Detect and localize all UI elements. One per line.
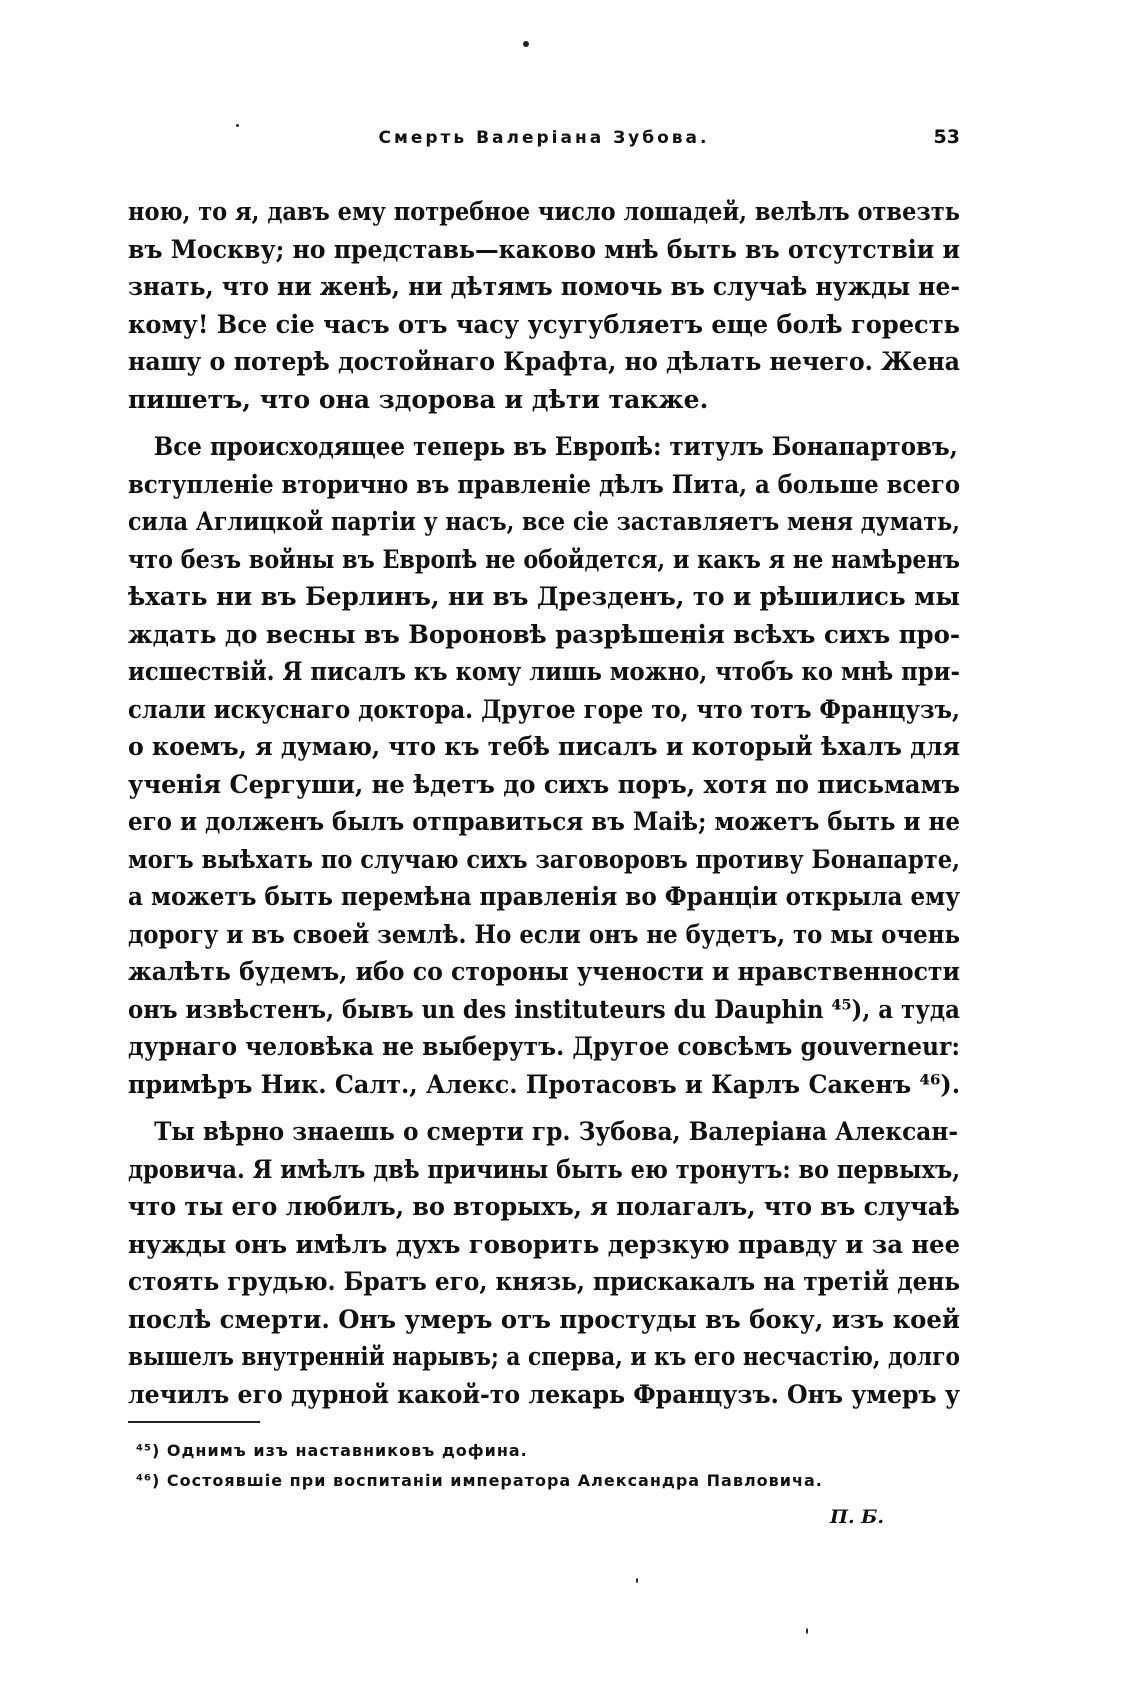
text-line: Все происходящее теперь въ Европѣ: титулъ Бонапартовъ, — [153, 432, 958, 461]
text-line: дорогу и въ своей землѣ. Но если онъ не будетъ, то мы очень — [128, 919, 961, 949]
text-line: жалѣть будемъ, ибо со стороны учености и нравственности — [128, 957, 961, 986]
editor-signature: П. Б. — [830, 1506, 885, 1528]
page-header — [128, 120, 960, 160]
paragraph-2 — [128, 428, 960, 1103]
page-number: 53 — [933, 126, 960, 148]
text-line: Ты вѣрно знаешь о смерти гр. Зубова, Валеріана Алексан- — [154, 1117, 959, 1146]
text-line: ною, то я, давъ ему потребное число лошадей, велѣлъ отвезть — [128, 197, 960, 226]
text-line: ѣхать ни въ Берлинъ, ни въ Дрезденъ, то и рѣшились мы — [128, 582, 960, 611]
running-title: Смерть Валеріана Зубова. — [378, 128, 710, 148]
text-line: нашу о потерѣ достойнаго Крафта, но дѣлать нечего. Жена — [128, 347, 961, 376]
text-line: примѣръ Ник. Салт., Алекс. Протасовъ и Карлъ Сакенъ ⁴⁶). — [128, 1069, 961, 1099]
text-line: послѣ смерти. Онъ умеръ отъ простуды въ боку, изъ коей — [128, 1304, 960, 1334]
main-text — [128, 193, 960, 1413]
text-line: нужды онъ имѣлъ духъ говорить дерзкую правду и за нее — [128, 1229, 961, 1259]
paragraph-3 — [128, 1113, 960, 1413]
text-line: а можетъ быть перемѣна правленія во Франціи открыла ему — [128, 882, 961, 911]
text-line: о коемъ, я думаю, что къ тебѣ писалъ и который ѣхалъ для — [128, 732, 961, 761]
text-line: его и долженъ былъ отправиться въ Маіѣ; можетъ быть и не — [128, 807, 960, 836]
text-line: ученія Сергуши, не ѣдетъ до сихъ поръ, хотя по письмамъ — [128, 769, 960, 799]
text-line: что безъ войны въ Европѣ не обойдется, и какъ я не намѣренъ — [128, 544, 960, 574]
text-line: что ты его любилъ, во вторыхъ, я полагалъ, что въ случаѣ — [128, 1192, 960, 1221]
text-line: могъ выѣхать по случаю сихъ заговоровъ противу Бонапарте, — [128, 844, 960, 874]
text-line: дровича. Я имѣлъ двѣ причины быть ею тронутъ: во первыхъ, — [128, 1154, 961, 1184]
footnotes — [136, 1436, 956, 1496]
text-line: сила Аглицкой партіи у насъ, все сіе заставляетъ меня думать, — [128, 507, 960, 536]
text-line: знать, что ни женѣ, ни дѣтямъ помочь въ случаѣ нужды не- — [128, 272, 961, 301]
text-line: стоять грудью. Братъ его, князь, прискакалъ на третій день — [128, 1267, 961, 1296]
text-line: кому! Все сіе часъ отъ часу усугубляетъ еще болѣ горесть — [128, 309, 961, 339]
print-speck-bottom-1 — [636, 1578, 638, 1583]
text-line: онъ извѣстенъ, бывъ un des instituteurs du Dauphin ⁴⁵), а туда — [128, 994, 960, 1024]
print-speck-top — [523, 41, 529, 47]
footnote-divider — [128, 1421, 260, 1423]
print-speck-bottom-2 — [806, 1628, 808, 1634]
text-line: слали искуснаго доктора. Другое горе то, что тотъ Французъ, — [128, 694, 961, 724]
paragraph-1 — [128, 193, 960, 418]
text-line: лечилъ его дурной какой-то лекарь Французъ. Онъ умеръ у — [128, 1379, 960, 1409]
text-line: исшествій. Я писалъ къ кому лишь можно, чтобъ ко мнѣ при- — [128, 657, 960, 686]
text-line: вступленіе вторично въ правленіе дѣлъ Пита, а больше всего — [128, 469, 961, 499]
text-line: ждать до весны въ Вороновѣ разрѣшенія всѣхъ сихъ про- — [128, 619, 961, 649]
text-line: дурнаго человѣка не выберутъ. Другое совсѣмъ gouverneur: — [128, 1032, 960, 1061]
footnote-46: ⁴⁶) Состоявшіе при воспитаніи императора Александра Павловича. — [136, 1471, 823, 1490]
text-line: вышелъ внутренній нарывъ; а сперва, и къ его несчастію, долго — [128, 1342, 960, 1371]
footnote-45: ⁴⁵) Однимъ изъ наставниковъ дофина. — [136, 1441, 528, 1460]
text-line: въ Москву; но представь—каково мнѣ быть въ отсутствіи и — [128, 234, 961, 264]
text-line: пишетъ, что она здорова и дѣти также. — [128, 384, 709, 414]
